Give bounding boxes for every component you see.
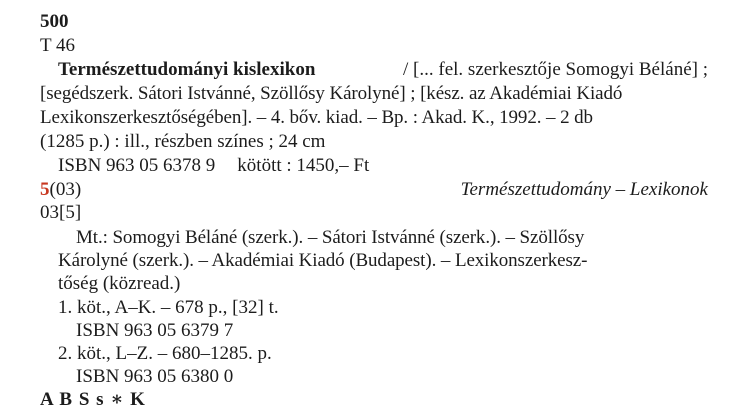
added-entries-line-1: Mt.: Somogyi Béláné (szerk.). – Sátori Istvánné (szerk.). – Szöllősy (76, 227, 585, 248)
location-codes: A B S s ∗ K (40, 389, 146, 410)
isbn-main-line (58, 155, 369, 177)
binding-price: kötött : 1450,– Ft (237, 155, 370, 176)
udc-secondary: 03[5] (40, 202, 82, 223)
title-responsibility: / [... fel. szerkesztője Somogyi Béláné] ; (403, 59, 708, 80)
title-line (58, 59, 708, 81)
class-number: 500 (40, 11, 69, 32)
udc-line (40, 179, 81, 201)
udc-main-digit: 5 (40, 179, 50, 200)
volume-1-isbn: ISBN 963 05 6379 7 (76, 320, 234, 341)
title-main: Természettudományi kislexikon (58, 59, 316, 80)
udc-suffix: (03) (49, 179, 82, 200)
description-line-2: [segédszerk. Sátori Istvánné, Szöllősy Károlyné] ; [kész. az Akadémiai Kiadó (40, 83, 623, 104)
added-entries-line-3: tőség (közread.) (58, 273, 181, 294)
description-line-4: (1285 p.) : ill., részben színes ; 24 cm (40, 131, 326, 152)
subject-heading: Természettudomány – Lexikonok (460, 179, 708, 200)
added-entries-line-2: Károlyné (szerk.). – Akadémiai Kiadó (Budapest). – Lexikonszerkesz- (58, 250, 588, 271)
isbn-main: ISBN 963 05 6378 9 (58, 155, 216, 176)
shelf-mark: T 46 (40, 35, 76, 56)
volume-1: 1. köt., A–K. – 678 p., [32] t. (58, 297, 279, 318)
description-line-3: Lexikonszerkesztőségében]. – 4. bőv. kiad. – Bp. : Akad. K., 1992. – 2 db (40, 107, 593, 128)
volume-2-isbn: ISBN 963 05 6380 0 (76, 366, 234, 387)
volume-2: 2. köt., L–Z. – 680–1285. p. (58, 343, 272, 364)
